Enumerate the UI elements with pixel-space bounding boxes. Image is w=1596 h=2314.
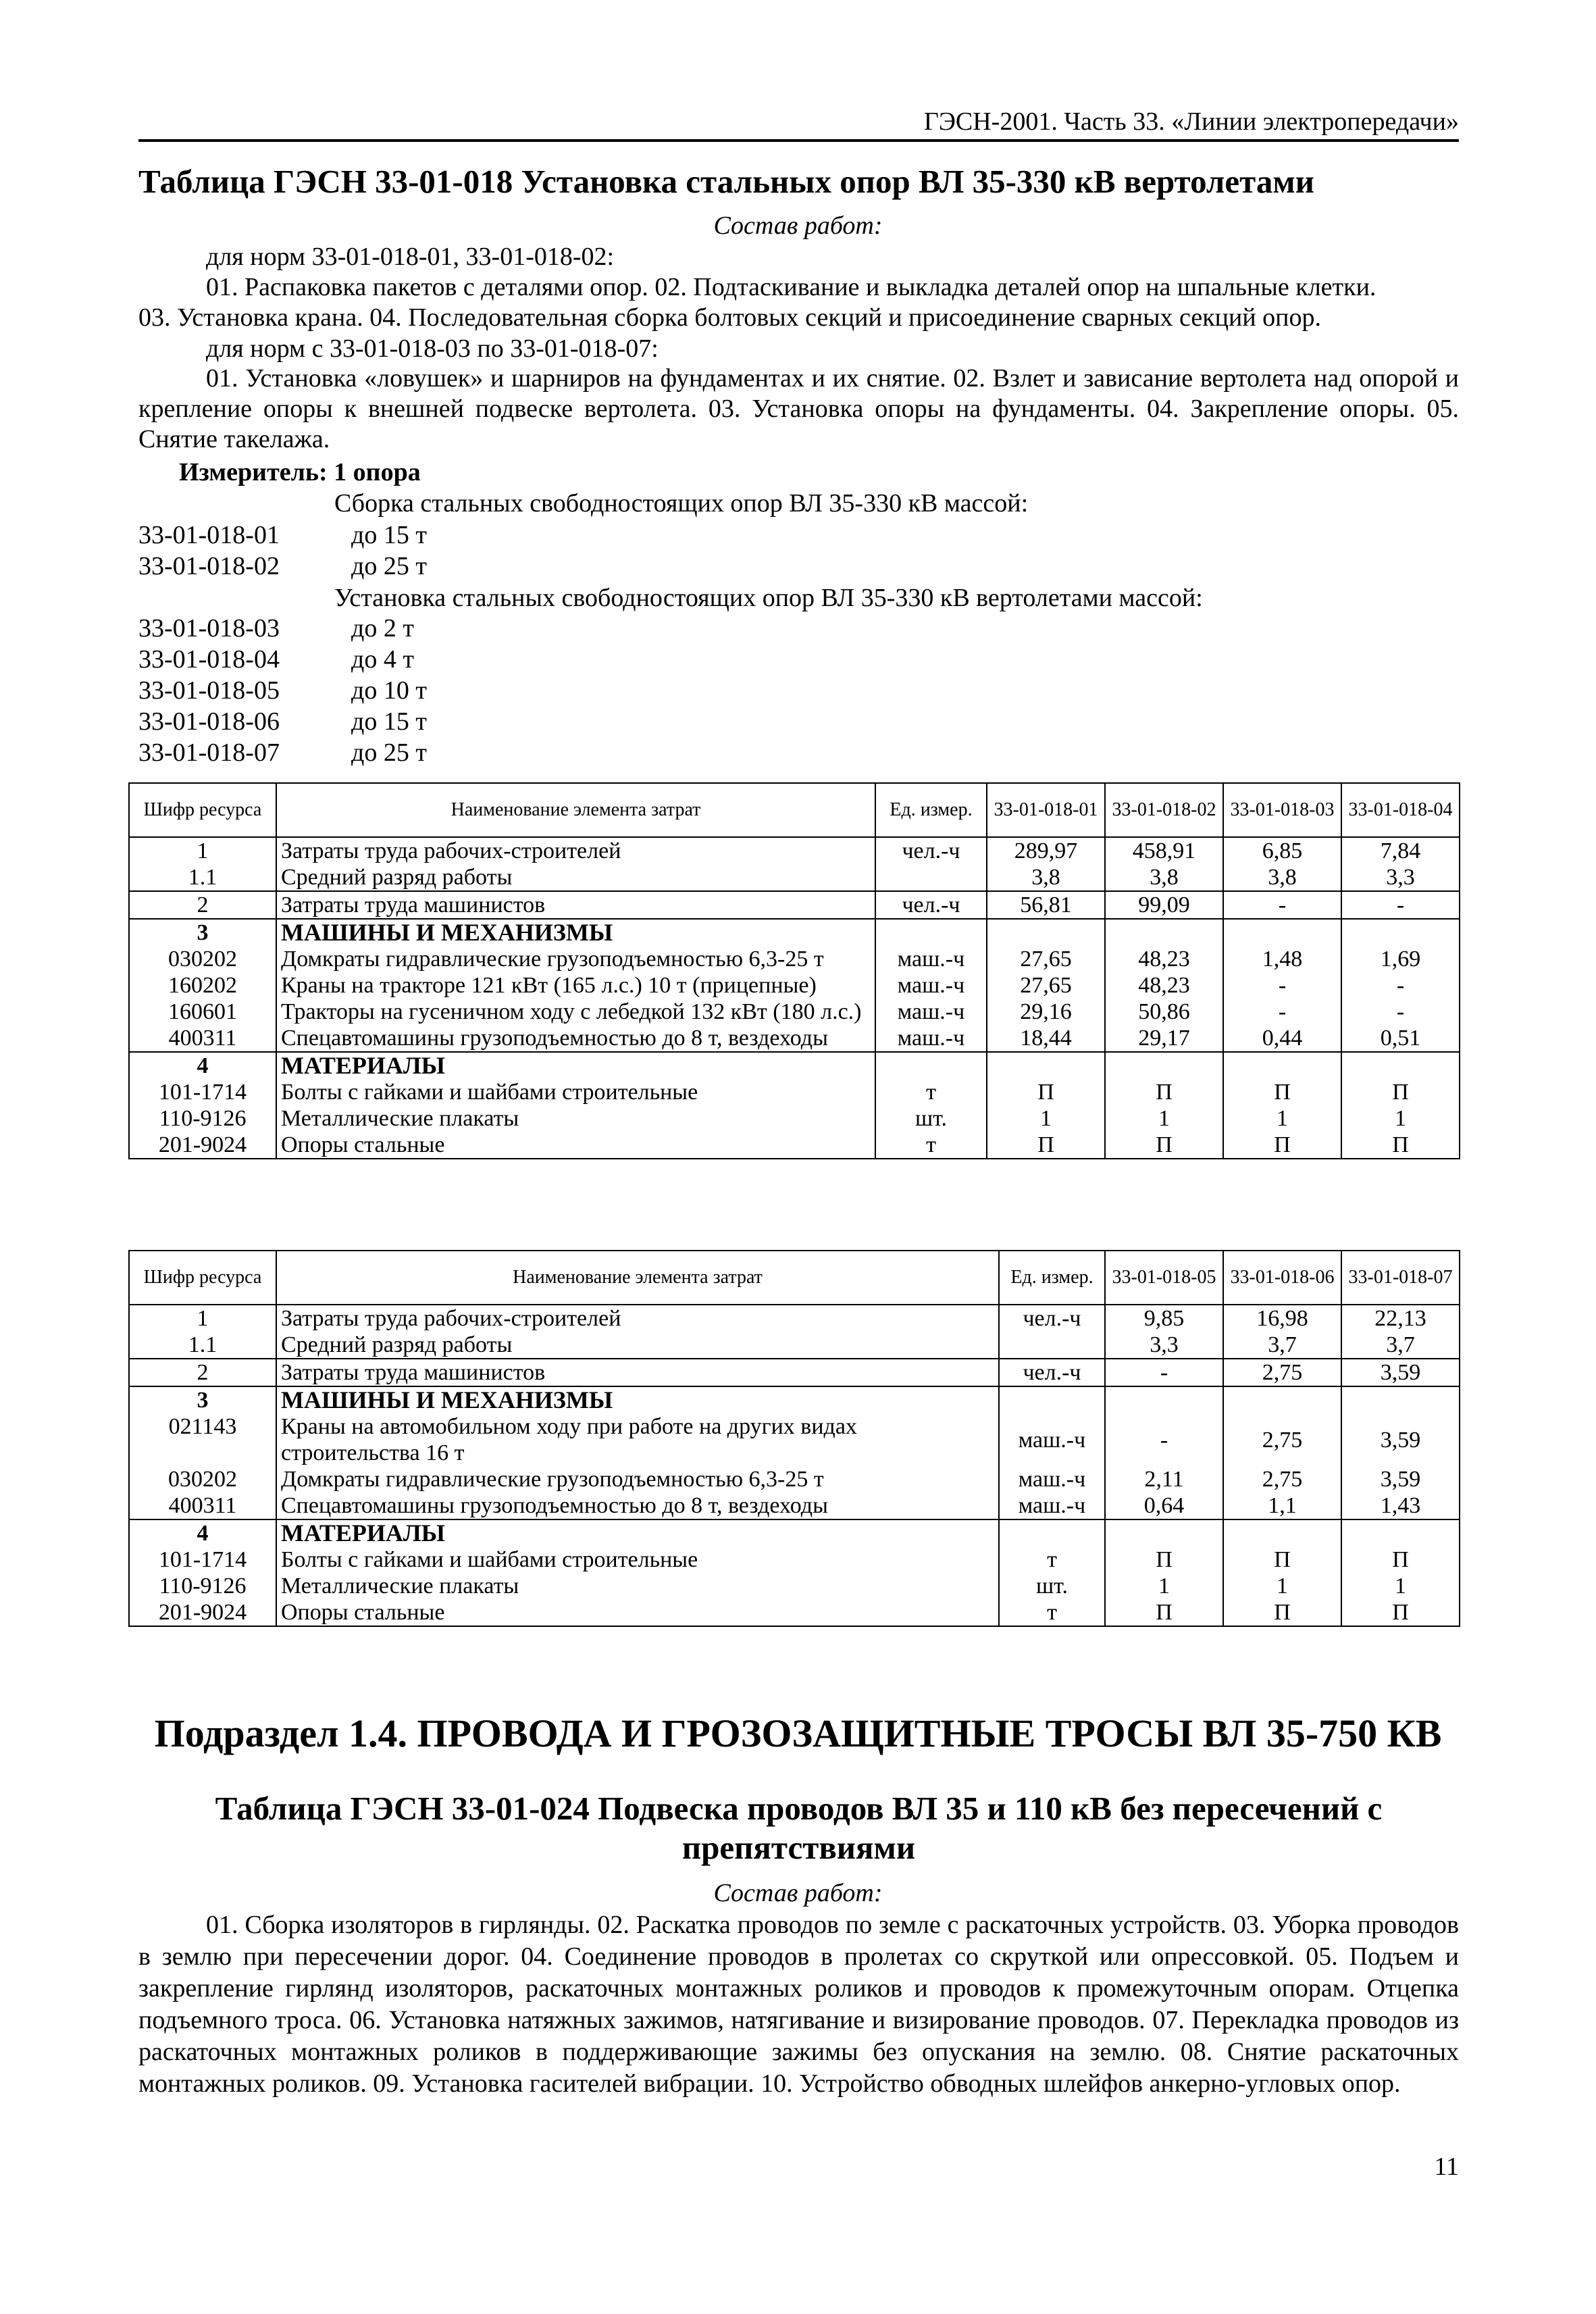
value-cell: - — [1223, 891, 1341, 919]
resource-code: 110-9126 — [129, 1105, 276, 1132]
unit: маш.-ч — [999, 1413, 1105, 1466]
value-cell: 2,75 — [1223, 1466, 1341, 1492]
table-title: Таблица ГЭСН 33-01-018 Установка стальных опор ВЛ 35-330 кВ вертолетами — [138, 163, 1314, 200]
resource-code: 2 — [129, 891, 276, 919]
value-cell — [1341, 1052, 1460, 1079]
element-name: Тракторы на гусеничном ходу с лебедкой 132 кВт (180 л.с.) — [276, 999, 875, 1025]
assembly-heading: Сборка стальных свободностоящих опор ВЛ 35-330 кВ массой: — [334, 489, 1029, 518]
resource-code: 4 — [129, 1052, 276, 1079]
value-cell — [1223, 1386, 1341, 1413]
table-row — [129, 837, 1460, 864]
value-cell: П — [987, 1132, 1105, 1159]
measure-unit: Измеритель: 1 опора — [179, 458, 421, 486]
value-cell: 3,3 — [1341, 864, 1460, 891]
element-name: МАТЕРИАЛЫ — [276, 1519, 999, 1546]
unit — [875, 919, 987, 946]
norm-code: 33-01-018-05 — [138, 676, 280, 705]
resource-code: 3 — [129, 919, 276, 946]
value-cell: 22,13 — [1341, 1305, 1460, 1332]
element-name: Опоры стальные — [276, 1599, 999, 1626]
table-row — [129, 1573, 1460, 1599]
value-cell — [1341, 919, 1460, 946]
table-row — [129, 1386, 1460, 1413]
element-name: Краны на автомобильном ходу при работе на других видах строительства 16 т — [276, 1413, 999, 1466]
table-header-row — [129, 783, 1460, 837]
element-name: Затраты труда рабочих-строителей — [276, 837, 875, 864]
value-cell: 289,97 — [987, 837, 1105, 864]
header-norm-code: 33-01-018-05 — [1105, 1251, 1223, 1305]
element-name: МАТЕРИАЛЫ — [276, 1052, 875, 1079]
resource-code: 101-1714 — [129, 1079, 276, 1105]
table-row — [129, 999, 1460, 1025]
value-cell: П — [1341, 1599, 1460, 1626]
value-cell: 2,11 — [1105, 1466, 1223, 1492]
value-cell: П — [1223, 1132, 1341, 1159]
element-name: Металлические плакаты — [276, 1105, 875, 1132]
resource-table-1 — [128, 782, 1460, 1159]
value-cell: 458,91 — [1105, 837, 1223, 864]
resource-code: 201-9024 — [129, 1132, 276, 1159]
unit: маш.-ч — [999, 1492, 1105, 1519]
value-cell: 3,7 — [1223, 1332, 1341, 1359]
norm-code: 33-01-018-01 — [138, 521, 280, 549]
element-name: МАШИНЫ И МЕХАНИЗМЫ — [276, 919, 875, 946]
table-2-composition-heading: Состав работ: — [713, 1879, 883, 1907]
value-cell: 0,51 — [1341, 1025, 1460, 1052]
value-cell: 1 — [1341, 1105, 1460, 1132]
element-name: Затраты труда машинистов — [276, 1359, 999, 1386]
value-cell: 3,59 — [1341, 1466, 1460, 1492]
group-1-line-2: 03. Установка крана. 04. Последовательная сборка болтовых секций и присоединение сварных секций опор. — [138, 303, 1322, 332]
table-row — [129, 1025, 1460, 1052]
value-cell: 3,8 — [987, 864, 1105, 891]
value-cell: 2,75 — [1223, 1359, 1341, 1386]
unit: чел.-ч — [875, 891, 987, 919]
value-cell: П — [1341, 1132, 1460, 1159]
value-cell: 29,17 — [1105, 1025, 1223, 1052]
header-element-name: Наименование элемента затрат — [276, 783, 875, 837]
value-cell: П — [1105, 1546, 1223, 1573]
norm-description: до 15 т — [351, 521, 427, 549]
table-2-title-line-1: Таблица ГЭСН 33-01-024 Подвеска проводов ВЛ 35 и 110 кВ без пересечений с — [215, 1790, 1383, 1827]
resource-code: 2 — [129, 1359, 276, 1386]
value-cell: 1 — [1223, 1105, 1341, 1132]
unit: шт. — [875, 1105, 987, 1132]
unit: чел.-ч — [875, 837, 987, 864]
unit: т — [875, 1132, 987, 1159]
subsection-title: Подраздел 1.4. ПРОВОДА И ГРОЗОЗАЩИТНЫЕ ТРОСЫ ВЛ 35-750 КВ — [154, 1711, 1442, 1755]
unit: чел.-ч — [999, 1359, 1105, 1386]
element-name: Краны на тракторе 121 кВт (165 л.с.) 10 т (прицепные) — [276, 972, 875, 999]
composition-heading: Состав работ: — [713, 211, 883, 240]
value-cell: П — [1223, 1546, 1341, 1573]
value-cell: 1 — [1105, 1105, 1223, 1132]
group-2-text: 01. Установка «ловушек» и шарниров на фундаментах и их снятие. 02. Взлет и зависание вертолета над опорой и крепление опоры к внешней подвеске вертолета. 03. Установка опоры на фундаменты. 04. Закрепление опоры. 05. Снятие такелажа. — [138, 364, 1459, 453]
header-unit: Ед. измер. — [875, 783, 987, 837]
element-name: Затраты труда рабочих-строителей — [276, 1305, 999, 1332]
table-header-row — [129, 1251, 1460, 1305]
value-cell: - — [1341, 999, 1460, 1025]
header-norm-code: 33-01-018-03 — [1223, 783, 1341, 837]
resource-code: 030202 — [129, 946, 276, 972]
resource-code: 021143 — [129, 1413, 276, 1466]
table-row — [129, 864, 1460, 891]
resource-code: 1.1 — [129, 1332, 276, 1359]
element-name: Затраты труда машинистов — [276, 891, 875, 919]
value-cell: 18,44 — [987, 1025, 1105, 1052]
value-cell: 3,59 — [1341, 1413, 1460, 1466]
unit: т — [875, 1079, 987, 1105]
value-cell: П — [1341, 1546, 1460, 1573]
value-cell — [1341, 1519, 1460, 1546]
table-row — [129, 946, 1460, 972]
table-row — [129, 1546, 1460, 1573]
resource-code: 160601 — [129, 999, 276, 1025]
norm-code: 33-01-018-02 — [138, 552, 280, 580]
resource-code: 1.1 — [129, 864, 276, 891]
resource-table-2 — [128, 1250, 1460, 1627]
value-cell: 3,8 — [1105, 864, 1223, 891]
header-norm-code: 33-01-018-02 — [1105, 783, 1223, 837]
value-cell: 48,23 — [1105, 946, 1223, 972]
value-cell: 3,3 — [1105, 1332, 1223, 1359]
resource-code: 4 — [129, 1519, 276, 1546]
table-row — [129, 1359, 1460, 1386]
element-name: Болты с гайками и шайбами строительные — [276, 1079, 875, 1105]
value-cell — [987, 919, 1105, 946]
norms-group-1: для норм 33-01-018-01, 33-01-018-02: — [206, 243, 615, 271]
unit: маш.-ч — [875, 999, 987, 1025]
value-cell: П — [1105, 1132, 1223, 1159]
table-row — [129, 972, 1460, 999]
unit: т — [999, 1546, 1105, 1573]
norm-description: до 25 т — [351, 552, 427, 580]
header-resource-code: Шифр ресурса — [129, 1251, 276, 1305]
unit: маш.-ч — [999, 1466, 1105, 1492]
element-name: Средний разряд работы — [276, 864, 875, 891]
norm-code: 33-01-018-07 — [138, 738, 280, 767]
header-norm-code: 33-01-018-06 — [1223, 1251, 1341, 1305]
value-cell — [1223, 1519, 1341, 1546]
value-cell — [1105, 1052, 1223, 1079]
unit: маш.-ч — [875, 946, 987, 972]
value-cell: - — [1341, 891, 1460, 919]
table-row — [129, 1332, 1460, 1359]
resource-code: 160202 — [129, 972, 276, 999]
unit — [875, 864, 987, 891]
unit — [999, 1519, 1105, 1546]
resource-code: 201-9024 — [129, 1599, 276, 1626]
value-cell: - — [1105, 1359, 1223, 1386]
group-1-line-1: 01. Распаковка пакетов с деталями опор. 02. Подтаскивание и выкладка деталей опор на шпальные клетки. — [206, 273, 1376, 301]
norm-description: до 15 т — [351, 707, 427, 736]
norm-description: до 25 т — [351, 738, 427, 767]
table-row — [129, 1519, 1460, 1546]
value-cell — [987, 1052, 1105, 1079]
value-cell — [1341, 1386, 1460, 1413]
value-cell: 9,85 — [1105, 1305, 1223, 1332]
unit: маш.-ч — [875, 1025, 987, 1052]
value-cell: 27,65 — [987, 972, 1105, 999]
value-cell: 3,7 — [1341, 1332, 1460, 1359]
unit: т — [999, 1599, 1105, 1626]
element-name: Спецавтомашины грузоподъемностью до 8 т, вездеходы — [276, 1025, 875, 1052]
resource-code: 030202 — [129, 1466, 276, 1492]
running-header: ГЭСН-2001. Часть 33. «Линии электропередачи» — [923, 107, 1459, 136]
header-norm-code: 33-01-018-04 — [1341, 783, 1460, 837]
value-cell: - — [1341, 972, 1460, 999]
resource-code: 400311 — [129, 1025, 276, 1052]
value-cell: - — [1105, 1413, 1223, 1466]
unit — [875, 1052, 987, 1079]
element-name: Домкраты гидравлические грузоподъемностью 6,3-25 т — [276, 946, 875, 972]
table-row — [129, 1492, 1460, 1519]
table-row — [129, 891, 1460, 919]
value-cell: 56,81 — [987, 891, 1105, 919]
page-number: 11 — [1434, 2153, 1459, 2181]
unit: чел.-ч — [999, 1305, 1105, 1332]
element-name: Опоры стальные — [276, 1132, 875, 1159]
value-cell: 99,09 — [1105, 891, 1223, 919]
value-cell — [1105, 1519, 1223, 1546]
norm-description: до 10 т — [351, 676, 427, 705]
table-row — [129, 1413, 1460, 1466]
header-unit: Ед. измер. — [999, 1251, 1105, 1305]
header-element-name: Наименование элемента затрат — [276, 1251, 999, 1305]
value-cell: 29,16 — [987, 999, 1105, 1025]
header-norm-code: 33-01-018-07 — [1341, 1251, 1460, 1305]
value-cell — [1223, 919, 1341, 946]
table-row — [129, 919, 1460, 946]
norm-code: 33-01-018-04 — [138, 645, 280, 674]
norms-group-2: для норм с 33-01-018-03 по 33-01-018-07: — [206, 334, 659, 363]
unit — [999, 1386, 1105, 1413]
element-name: Спецавтомашины грузоподъемностью до 8 т, вездеходы — [276, 1492, 999, 1519]
norm-code: 33-01-018-03 — [138, 614, 280, 643]
norm-description: до 2 т — [351, 614, 414, 643]
resource-code: 3 — [129, 1386, 276, 1413]
resource-code: 1 — [129, 837, 276, 864]
value-cell: 7,84 — [1341, 837, 1460, 864]
table-row — [129, 1305, 1460, 1332]
header-rule — [138, 139, 1459, 142]
value-cell: П — [1223, 1599, 1341, 1626]
unit: маш.-ч — [875, 972, 987, 999]
value-cell: 0,64 — [1105, 1492, 1223, 1519]
value-cell: 6,85 — [1223, 837, 1341, 864]
resource-code: 400311 — [129, 1492, 276, 1519]
value-cell: - — [1223, 972, 1341, 999]
norm-code: 33-01-018-06 — [138, 707, 280, 736]
norm-description: до 4 т — [351, 645, 414, 674]
value-cell: П — [1341, 1079, 1460, 1105]
value-cell: 48,23 — [1105, 972, 1223, 999]
value-cell — [1105, 1386, 1223, 1413]
element-name: Средний разряд работы — [276, 1332, 999, 1359]
value-cell: 3,8 — [1223, 864, 1341, 891]
element-name: МАШИНЫ И МЕХАНИЗМЫ — [276, 1386, 999, 1413]
value-cell: 1 — [1105, 1573, 1223, 1599]
value-cell: 1 — [1341, 1573, 1460, 1599]
unit: шт. — [999, 1573, 1105, 1599]
table-2-work-text: 01. Сборка изоляторов в гирлянды. 02. Раскатка проводов по земле с раскаточных устройств. 03. Уборка проводов в землю при пересечении дорог. 04. Соединение проводов в пролетах со скруткой или опрессовкой. 05. Подъем и закрепление гирлянд изоляторов, раскаточных монтажных роликов и проводов к промежуточным опорам. Отцепка подъемного троса. 06. Установка натяжных зажимов, натягивание и визирование проводов. 07. Перекладка проводов из раскаточных монтажных роликов в поддерживающие зажимы без опускания на землю. 08. Снятие раскаточных монтажных роликов. 09. Установка гасителей вибрации. 10. Устройство обводных шлейфов анкерно-угловых опор. — [138, 1911, 1459, 2098]
value-cell: 1 — [987, 1105, 1105, 1132]
element-name: Домкраты гидравлические грузоподъемностью 6,3-25 т — [276, 1466, 999, 1492]
element-name: Болты с гайками и шайбами строительные — [276, 1546, 999, 1573]
value-cell: 16,98 — [1223, 1305, 1341, 1332]
value-cell: 1 — [1223, 1573, 1341, 1599]
value-cell: 1,1 — [1223, 1492, 1341, 1519]
value-cell: П — [1105, 1599, 1223, 1626]
value-cell: 3,59 — [1341, 1359, 1460, 1386]
table-row — [129, 1132, 1460, 1159]
value-cell: 1,48 — [1223, 946, 1341, 972]
install-heading: Установка стальных свободностоящих опор ВЛ 35-330 кВ вертолетами массой: — [334, 584, 1203, 612]
table-row — [129, 1052, 1460, 1079]
table-row — [129, 1466, 1460, 1492]
unit — [999, 1332, 1105, 1359]
value-cell: 1,69 — [1341, 946, 1460, 972]
value-cell: П — [1105, 1079, 1223, 1105]
value-cell: 50,86 — [1105, 999, 1223, 1025]
element-name: Металлические плакаты — [276, 1573, 999, 1599]
value-cell: 2,75 — [1223, 1413, 1341, 1466]
header-norm-code: 33-01-018-01 — [987, 783, 1105, 837]
value-cell: 1,43 — [1341, 1492, 1460, 1519]
table-row — [129, 1105, 1460, 1132]
resource-code: 101-1714 — [129, 1546, 276, 1573]
value-cell — [1105, 919, 1223, 946]
table-row — [129, 1599, 1460, 1626]
value-cell: 0,44 — [1223, 1025, 1341, 1052]
value-cell: - — [1223, 999, 1341, 1025]
table-row — [129, 1079, 1460, 1105]
value-cell: П — [987, 1079, 1105, 1105]
value-cell: П — [1223, 1079, 1341, 1105]
resource-code: 110-9126 — [129, 1573, 276, 1599]
table-2-title-line-2: препятствиями — [681, 1829, 916, 1866]
header-resource-code: Шифр ресурса — [129, 783, 276, 837]
value-cell: 27,65 — [987, 946, 1105, 972]
resource-code: 1 — [129, 1305, 276, 1332]
value-cell — [1223, 1052, 1341, 1079]
